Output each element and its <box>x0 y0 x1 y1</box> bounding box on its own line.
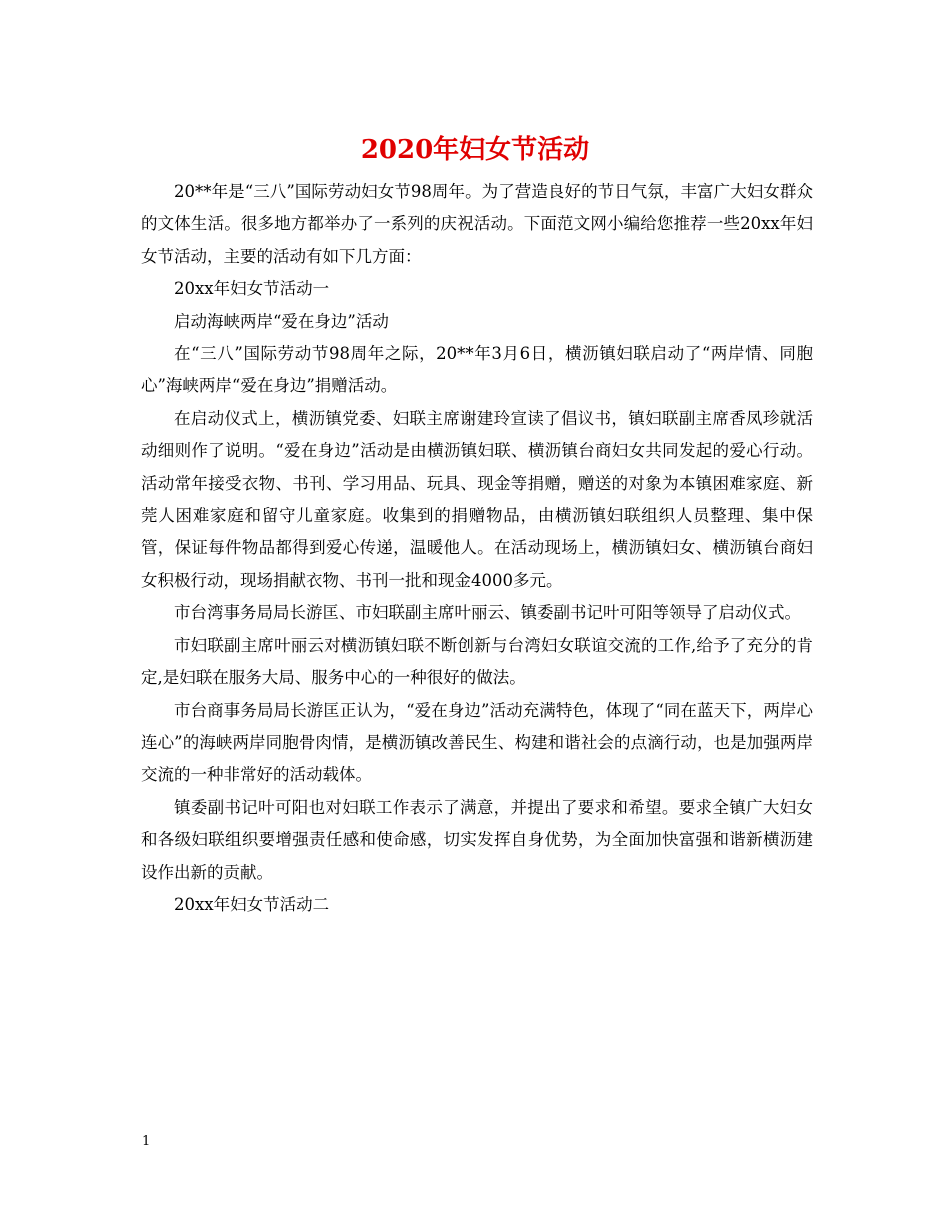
paragraph-leaders: 市台湾事务局局长游匡、市妇联副主席叶丽云、镇委副书记叶可阳等领导了启动仪式。 <box>174 603 801 623</box>
document-title: 2020年妇女节活动 <box>360 135 590 165</box>
paragraph-affirmation: 市妇联副主席叶丽云对横沥镇妇联不断创新与台湾妇女联谊交流的工作,给予了充分的肯定,是妇联在服务大局、服务中心的一种很好的做法。 <box>141 635 813 688</box>
subheading-love-around: 启动海峡两岸“爱在身边”活动 <box>174 311 389 331</box>
section-heading-activity-one: 20xx年妇女节活动一 <box>174 279 330 299</box>
paragraph-taiwan-affairs: 市台商事务局局长游匡正认为，“爱在身边”活动充满特色，体现了“同在蓝天下，两岸心连心”的海峡两岸同胞骨肉情，是横沥镇改善民生、构建和谐社会的点滴行动，也是加强两岸交流的一种非常好的活动载体。 <box>141 700 813 785</box>
page-number: 1 <box>142 1134 151 1149</box>
paragraph-ceremony: 在启动仪式上，横沥镇党委、妇联主席谢建玲宣读了倡议书，镇妇联副主席香凤珍就活动细则作了说明。“爱在身边”活动是由横沥镇妇联、横沥镇台商妇女共同发起的爱心行动。活动常年接受衣物、书刊、学习用品、玩具、现金等捐赠，赠送的对象为本镇困难家庭、新莞人困难家庭和留守儿童家庭。收集到的捐赠物品，由横沥镇妇联组织人员整理、集中保管，保证每件物品都得到爱心传递，温暖他人。在活动现场上，横沥镇妇女、横沥镇台商妇女积极行动，现场捐献衣物、书刊一批和现金4000多元。 <box>141 408 813 590</box>
paragraph-intro: 20**年是“三八”国际劳动妇女节98周年。为了营造良好的节日气氛，丰富广大妇女群众的文体生活。很多地方都举办了一系列的庆祝活动。下面范文网小编给您推荐一些20xx年妇女节活动，主要的活动有如下几方面： <box>141 182 813 266</box>
document-body <box>141 176 813 921</box>
paragraph-launch: 在“三八”国际劳动节98周年之际，20**年3月6日，横沥镇妇联启动了“两岸情、同胞心”海峡两岸“爱在身边”捐赠活动。 <box>141 344 813 396</box>
paragraph-town-secretary: 镇委副书记叶可阳也对妇联工作表示了满意，并提出了要求和希望。要求全镇广大妇女和各级妇联组织要增强责任感和使命感，切实发挥自身优势，为全面加快富强和谐新横沥建设作出新的贡献。 <box>141 797 813 882</box>
section-heading-activity-two: 20xx年妇女节活动二 <box>174 894 330 914</box>
